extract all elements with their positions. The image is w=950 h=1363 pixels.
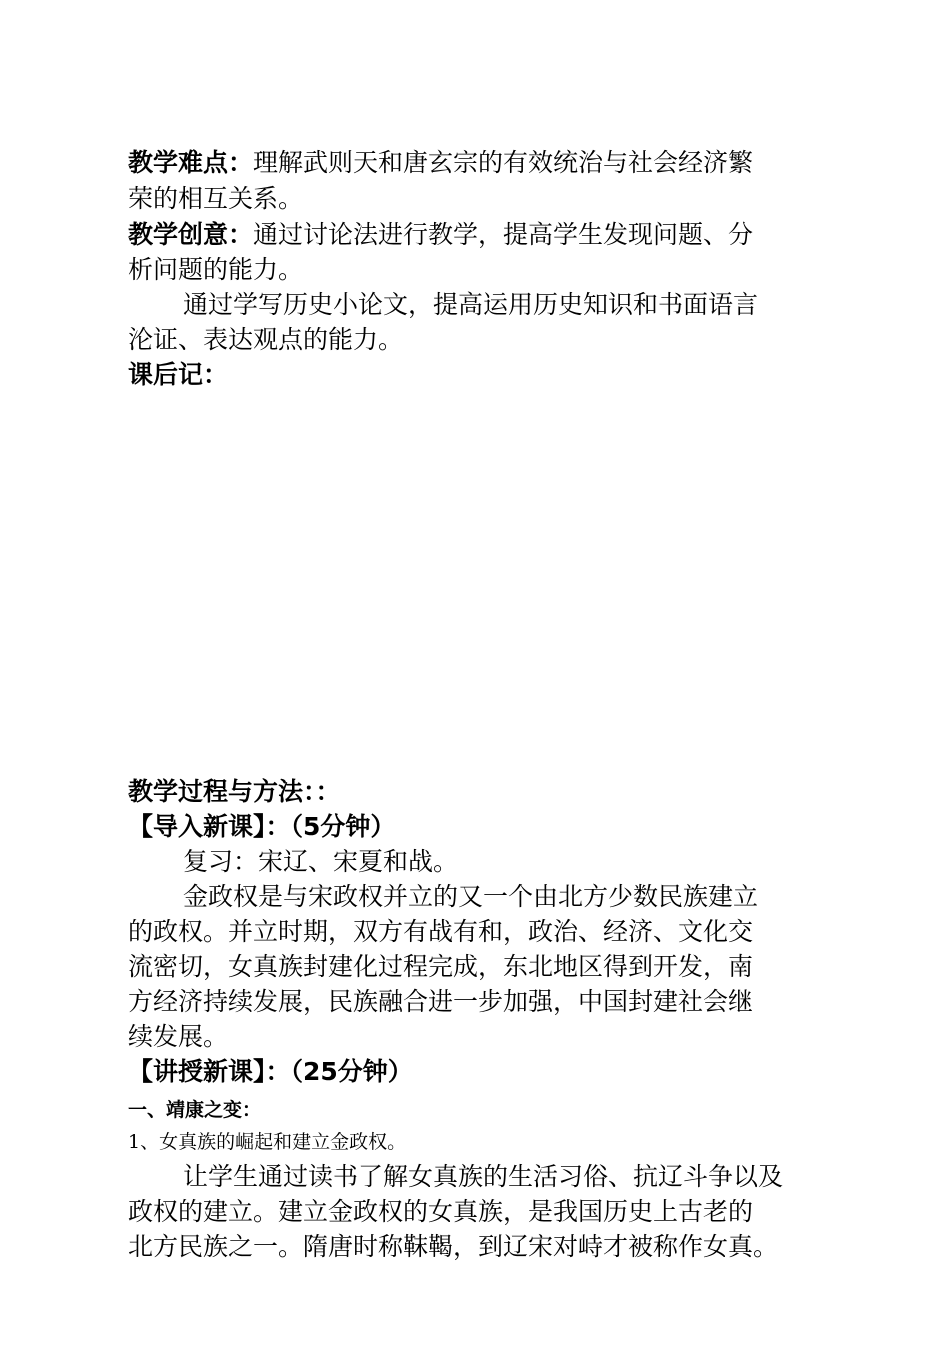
intro-para-line-3: 流密切，女真族封建化过程完成，东北地区得到开发，南 [128,952,754,981]
difficulty-line-2: 荣的相互关系。 [128,184,304,213]
lecture-para-line-2: 政权的建立。建立金政权的女真族，是我国历史上古老的 [128,1197,754,1226]
difficulty-label: 教学难点： [128,148,254,177]
intro-review: 复习：宋辽、宋夏和战。 [183,847,459,876]
creativity-line-4: 沦证、表达观点的能力。 [128,325,404,354]
lecture-para-line-3: 北方民族之一。隋唐时称靺鞨，到辽宋对峙才被称作女真。 [128,1232,779,1261]
creativity-text-1: 通过讨论法进行教学，提高学生发现问题、分 [253,220,754,249]
lecture-heading: 【讲授新课】：（25分钟） [128,1057,413,1086]
after-class-label: 课后记： [128,360,229,389]
intro-para-line-2: 的政权。并立时期，双方有战有和，政治、经济、文化交 [128,917,754,946]
intro-para-line-5: 续发展。 [128,1022,229,1051]
intro-para-line-4: 方经济持续发展，民族融合进一步加强，中国封建社会继 [128,987,754,1016]
lecture-para-line-1: 让学生通过读书了解女真族的生活习俗、抗辽斗争以及 [183,1162,784,1191]
creativity-line-3: 通过学写历史小论文，提高运用历史知识和书面语言 [183,290,759,319]
section-1-heading: 一、靖康之变： [128,1099,262,1121]
creativity-line-2: 析问题的能力。 [128,255,304,284]
intro-para-line-1: 金政权是与宋政权并立的又一个由北方少数民族建立 [183,882,759,911]
difficulty-text-1: 理解武则天和唐玄宗的有效统治与社会经济繁 [253,148,754,177]
subsection-1-heading: 1、女真族的崛起和建立金政权。 [128,1131,407,1153]
difficulty-line-1 [128,146,828,180]
creativity-label: 教学创意： [128,220,254,249]
intro-heading: 【导入新课】：（5分钟） [128,812,396,841]
creativity-line-1 [128,218,828,252]
process-title: 教学过程与方法：： [128,777,341,806]
